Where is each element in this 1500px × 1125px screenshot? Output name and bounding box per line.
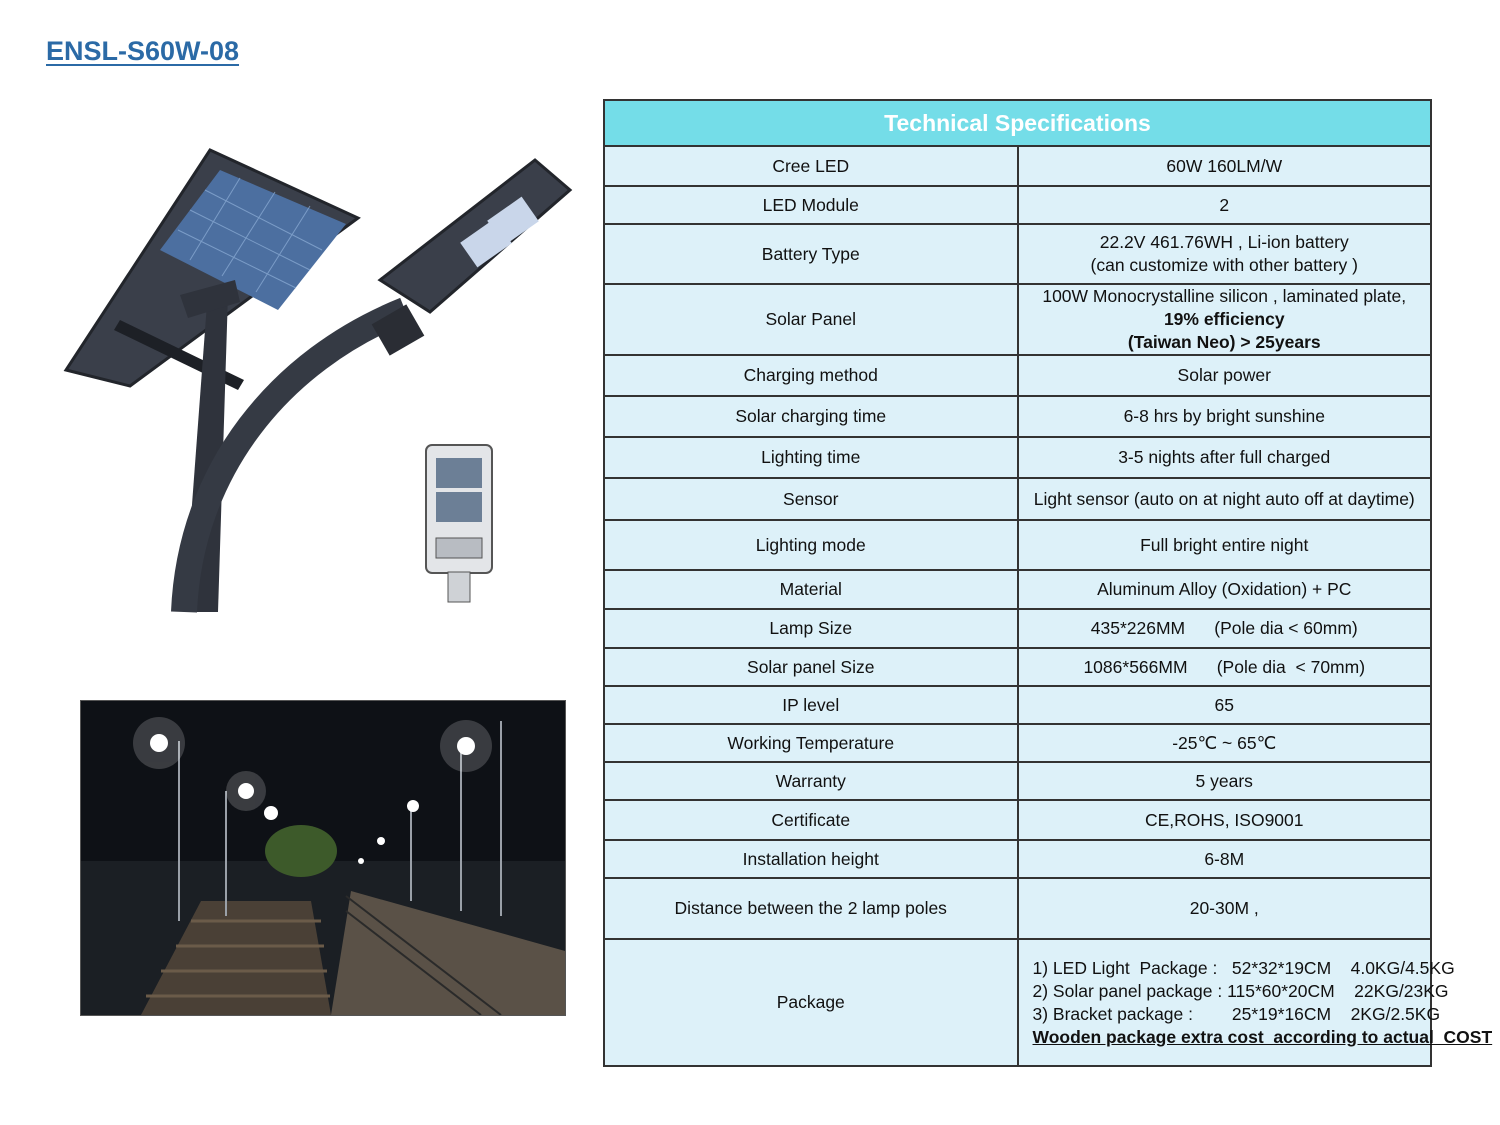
row-value: 6-8 hrs by bright sunshine <box>1018 396 1432 437</box>
table-row <box>604 520 1431 570</box>
row-label: Cree LED <box>604 146 1018 186</box>
row-label: Sensor <box>604 478 1018 520</box>
row-label: Battery Type <box>604 224 1018 284</box>
row-label: Charging method <box>604 355 1018 396</box>
table-header: Technical Specifications <box>604 100 1431 146</box>
row-label: LED Module <box>604 186 1018 224</box>
row-label: Certificate <box>604 800 1018 840</box>
row-label: Package <box>604 939 1018 1066</box>
battery-line-1: 22.2V 461.76WH , Li-ion battery <box>1099 232 1349 252</box>
table-row <box>604 570 1431 609</box>
row-value: -25℃ ~ 65℃ <box>1018 724 1432 762</box>
table-row <box>604 840 1431 878</box>
row-label: Installation height <box>604 840 1018 878</box>
row-value: Aluminum Alloy (Oxidation) + PC <box>1018 570 1432 609</box>
battery-line-2: (can customize with other battery ) <box>1090 255 1358 275</box>
table-row <box>604 724 1431 762</box>
row-label: Lighting time <box>604 437 1018 478</box>
package-line-1: 1) LED Light Package : 52*32*19CM 4.0KG/4.5KG <box>1032 957 1455 978</box>
row-value <box>1018 284 1432 355</box>
table-row <box>604 686 1431 724</box>
table-row <box>604 800 1431 840</box>
row-value: 20-30M , <box>1018 878 1432 939</box>
table-row <box>604 186 1431 224</box>
solar-street-light-illustration <box>60 140 580 620</box>
row-value: 5 years <box>1018 762 1432 800</box>
row-value: Solar power <box>1018 355 1432 396</box>
row-label: Lamp Size <box>604 609 1018 648</box>
row-value <box>1018 939 1493 1066</box>
row-label: Solar charging time <box>604 396 1018 437</box>
row-value: Full bright entire night <box>1018 520 1432 570</box>
row-label: Material <box>604 570 1018 609</box>
table-row <box>604 437 1431 478</box>
table-row <box>604 648 1431 686</box>
table-row <box>604 478 1431 520</box>
solar-panel-efficiency: 19% efficiency <box>1163 309 1285 329</box>
row-label: Distance between the 2 lamp poles <box>604 878 1018 939</box>
row-value: 65 <box>1018 686 1432 724</box>
table-row <box>604 609 1431 648</box>
package-note: Wooden package extra cost according to actual COST <box>1032 1026 1493 1047</box>
package-line-3: 3) Bracket package : 25*19*16CM 2KG/2.5KG <box>1032 1003 1441 1024</box>
row-value: 60W 160LM/W <box>1018 146 1432 186</box>
technical-specifications-table <box>603 99 1493 1067</box>
table-row <box>604 284 1431 355</box>
table-row <box>604 878 1431 939</box>
solar-panel-line-1: 100W Monocrystalline silicon , laminated plate, <box>1042 286 1407 306</box>
row-label: Solar Panel <box>604 284 1018 355</box>
row-value: 6-8M <box>1018 840 1432 878</box>
row-value <box>1018 224 1432 284</box>
table-row <box>604 146 1431 186</box>
night-street-photo <box>80 700 566 1016</box>
table-row <box>604 355 1431 396</box>
row-value: 3-5 nights after full charged <box>1018 437 1432 478</box>
table-row <box>604 396 1431 437</box>
row-label: Solar panel Size <box>604 648 1018 686</box>
row-label: IP level <box>604 686 1018 724</box>
row-value: 1086*566MM (Pole dia < 70mm) <box>1018 648 1432 686</box>
row-value: Light sensor (auto on at night auto off at daytime) <box>1018 478 1432 520</box>
row-value: 435*226MM (Pole dia < 60mm) <box>1018 609 1432 648</box>
row-value: CE,ROHS, ISO9001 <box>1018 800 1432 840</box>
row-label: Working Temperature <box>604 724 1018 762</box>
table-row <box>604 762 1431 800</box>
table-row <box>604 939 1431 1066</box>
page-title: ENSL-S60W-08 <box>46 36 240 66</box>
table-row <box>604 224 1431 284</box>
row-label: Warranty <box>604 762 1018 800</box>
row-label: Lighting mode <box>604 520 1018 570</box>
row-value: 2 <box>1018 186 1432 224</box>
package-line-2: 2) Solar panel package : 115*60*20CM 22KG/23KG <box>1032 980 1449 1001</box>
solar-panel-brand: (Taiwan Neo) > 25years <box>1127 332 1321 352</box>
